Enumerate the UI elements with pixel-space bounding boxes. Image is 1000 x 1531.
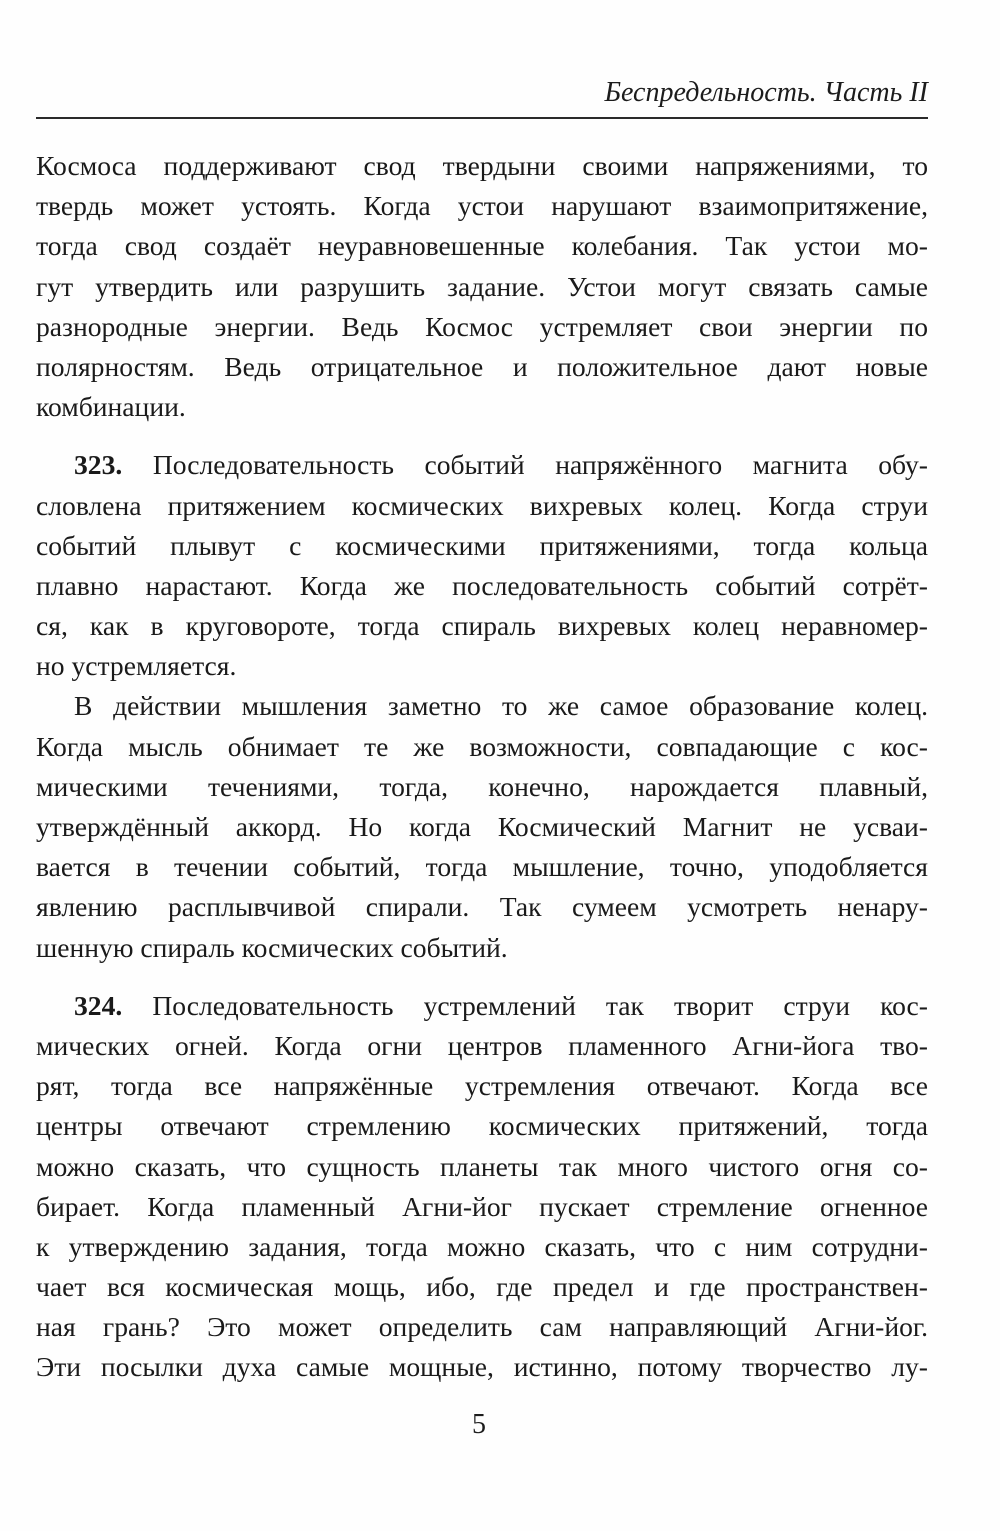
- text-line: шенную спираль космических событий.: [36, 931, 508, 963]
- paragraph-continuation: [36, 146, 928, 427]
- section-gap: [36, 968, 928, 986]
- text-line: но устремляется.: [36, 650, 237, 682]
- section-number: 323.: [74, 449, 123, 481]
- text-line: гут утвердить или разрушить задание. Устои могут связать самые: [36, 270, 928, 302]
- section-324: [36, 986, 928, 1388]
- text-line: мических огней. Когда огни центров пламенного Агни-йога тво-: [36, 1029, 928, 1061]
- text-line: полярностям. Ведь отрицательное и положительное дают новые: [36, 350, 928, 382]
- text-line: Когда мысль обнимает те же возможности, совпадающие с кос-: [36, 730, 928, 762]
- text-line-rest: Последовательность устремлений так творит струи кос-: [152, 989, 928, 1021]
- running-head-title: Беспредельность. Часть II: [604, 77, 928, 108]
- text-line: В действии мышления заметно то же самое образование колец.: [74, 690, 928, 722]
- text-line: словлена притяжением космических вихревых колец. Когда струи: [36, 489, 928, 521]
- section-number: 324.: [74, 989, 123, 1021]
- text-line: рят, тогда все напряжённые устремления отвечают. Когда все: [36, 1070, 928, 1102]
- text-line: Эти посылки духа самые мощные, истинно, потому творчество лу-: [36, 1351, 928, 1383]
- text-line: утверждённый аккорд. Но когда Космический Магнит не усваи-: [36, 811, 928, 842]
- text-line: мическими течениями, тогда, конечно, нарождается плавный,: [36, 770, 928, 802]
- text-line-rest: Последовательность событий напряжённого магнита обу-: [152, 449, 928, 481]
- section-gap: [36, 427, 928, 445]
- text-line: ная грань? Это может определить сам направляющий Агни-йог.: [36, 1311, 928, 1343]
- text-line: чает вся космическая мощь, ибо, где предел и где пространствен-: [36, 1271, 928, 1303]
- text-line: можно сказать, что сущность планеты так много чистого огня со-: [36, 1150, 928, 1182]
- body-text: [36, 146, 928, 1388]
- text-line: вается в течении событий, тогда мышление, точно, уподобляется: [36, 851, 928, 883]
- text-line: Космоса поддерживают свод твердыни своими напряжениями, то: [36, 150, 928, 181]
- text-line: к утверждению задания, тогда можно сказать, что с ним сотрудни-: [36, 1230, 928, 1262]
- text-line: комбинации.: [36, 391, 186, 423]
- text-line: событий плывут с космическими притяжениями, тогда кольца: [36, 529, 928, 561]
- text-line: плавно нарастают. Когда же последовательность событий сотрёт-: [36, 569, 928, 601]
- text-line: ся, как в круговороте, тогда спираль вихревых колец неравномер-: [36, 610, 928, 642]
- page-number: 5: [472, 1409, 486, 1440]
- header-rule: [36, 117, 928, 119]
- text-line-first: [36, 986, 928, 1026]
- text-line: явлению расплывчивой спирали. Так сумеем усмотреть ненару-: [36, 891, 928, 923]
- section-323: [36, 445, 928, 686]
- text-line: разнородные энергии. Ведь Космос устремляет свои энергии по: [36, 310, 928, 342]
- text-line: твердь может устоять. Когда устои нарушают взаимопритяжение,: [36, 190, 928, 222]
- paragraph-thinking: [36, 686, 928, 967]
- text-line: тогда свод создаёт неуравновешенные колебания. Так устои мо-: [36, 230, 928, 262]
- text-line: бирает. Когда пламенный Агни-йог пускает стремление огненное: [36, 1190, 928, 1222]
- text-line: центры отвечают стремлению космических притяжений, тогда: [36, 1110, 928, 1142]
- text-line-first: [36, 445, 928, 485]
